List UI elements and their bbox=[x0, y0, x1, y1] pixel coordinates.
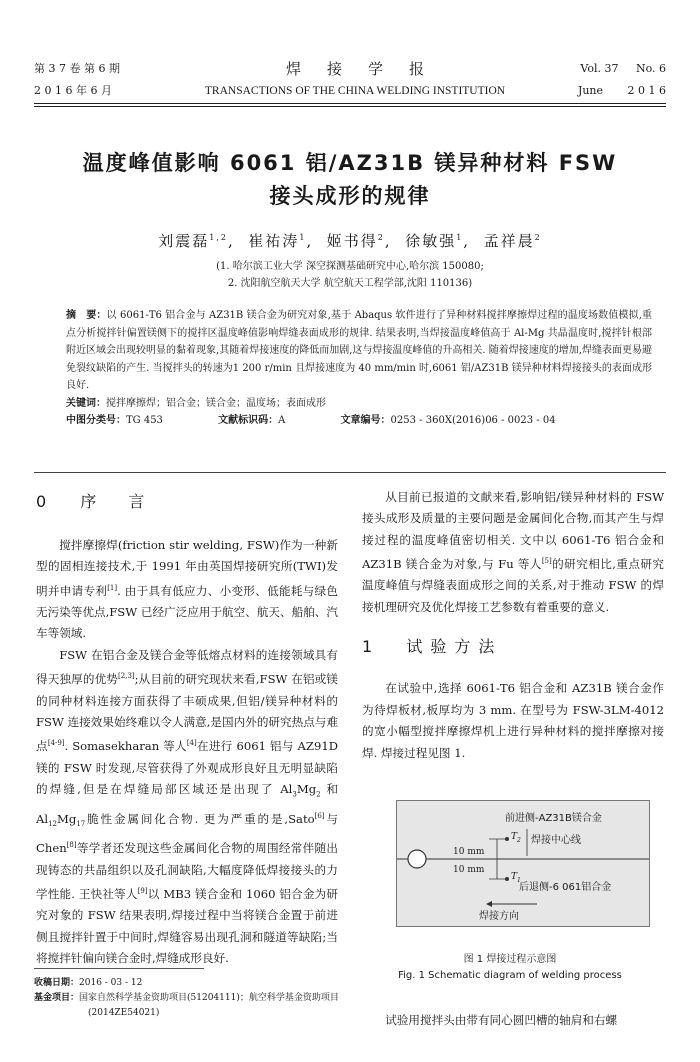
journal-header bbox=[34, 58, 666, 102]
text-run: 和 Al bbox=[36, 782, 339, 826]
figure-1 bbox=[396, 800, 650, 927]
method-paragraph-1: 在试验中,选择 6061-T6 铝合金和 AZ31B 镁合金作为待焊板材,板厚均为 3 mm. 在型号为 FSW-3LM-4012 的宽小幅型搅拌摩擦焊机上进行异种材料的搅拌摩擦对接焊. 焊接过程见图 1. bbox=[362, 681, 664, 760]
citation[interactable]: [4] bbox=[186, 739, 197, 748]
text-run: 等学者还发现这些金属间化合物的周围经常伴随出现铸态的共晶组织以及孔洞缺陷,大幅度降低焊接接头的力学性能. 王快社等人 bbox=[36, 841, 338, 901]
dimension-label-1: 10 mm bbox=[453, 847, 485, 857]
t1-subscript: 1 bbox=[517, 876, 521, 884]
abstract bbox=[66, 307, 652, 395]
abstract-text: 以 6061-T6 铝合金与 AZ31B 镁合金为研究对象,基于 Abaqus 软件进行了异种材料搅拌摩擦焊过程的温度场数值模拟,重点分析搅拌针偏置镁侧下的搅拌区温度峰值影响焊缝表面成形的规律. 结果表明,当焊接温度峰值高于 Al-Mg 共晶温度时,搅拌针根部附近区域会出现较明显的黏着现象,其随着焊接速度的降低而加剧,这与焊接温度峰值的升高相关. 随着焊接速度的增加,焊缝表面更易避免裂纹缺陷的产生. 当搅拌头的转速为1 200 r/min 且焊接速度为 40 mm/min 时,6061 铝/AZ31B 镁异种材料焊接接头的表面成形良好. bbox=[66, 310, 653, 391]
method-paragraph-2: 试验用搅拌头由带有同心圆凹槽的轴肩和右螺 bbox=[385, 1013, 618, 1027]
author-affil-mark: 1 bbox=[456, 233, 464, 242]
text-run: . Somasekharan 等人 bbox=[64, 739, 187, 754]
figure-caption-en: Fig. 1 Schematic diagram of welding process bbox=[398, 970, 622, 981]
author-name: 姬书得 bbox=[326, 232, 378, 250]
affiliation-2: 2. 沈阳航空航天大学 航空航天工程学部,沈阳 110136) bbox=[227, 278, 473, 289]
text-run: 脆性金属间化合物. 更为严重的是,Sato bbox=[85, 811, 315, 826]
header-left bbox=[34, 58, 120, 102]
author-affil-mark: 2 bbox=[377, 233, 385, 242]
right-column bbox=[362, 487, 664, 764]
abstract-block bbox=[66, 307, 652, 430]
keywords bbox=[66, 395, 652, 413]
funding bbox=[34, 991, 344, 1021]
label-retreating-side: 后退侧-6 061铝合金 bbox=[519, 882, 612, 893]
doc-code bbox=[218, 415, 311, 426]
received-value: 2016 - 03 - 12 bbox=[79, 978, 143, 988]
abstract-rule bbox=[34, 472, 666, 473]
citation[interactable]: [8] bbox=[66, 841, 77, 850]
author-5 bbox=[484, 232, 542, 250]
citation[interactable]: [1] bbox=[107, 583, 118, 592]
author-1 bbox=[158, 232, 228, 250]
author-affil-mark: 2 bbox=[534, 233, 542, 242]
citation[interactable]: [9] bbox=[137, 887, 148, 896]
author-3 bbox=[327, 232, 385, 250]
affiliation-1: (1. 哈尔滨工业大学 深空探测基础研究中心,哈尔滨 150080; bbox=[216, 261, 484, 272]
citation[interactable]: [4-9] bbox=[47, 739, 65, 748]
measure-point-t1 bbox=[505, 877, 509, 881]
article-number-value: 0253 - 360X(2016)06 - 0023 - 04 bbox=[390, 415, 556, 426]
subscript: 17 bbox=[76, 819, 86, 828]
title-line-2: 接头成形的规律 bbox=[269, 184, 431, 208]
subscript: 2 bbox=[316, 790, 321, 799]
section-0-heading bbox=[36, 487, 338, 517]
article-number bbox=[341, 415, 582, 426]
author-2 bbox=[248, 232, 306, 250]
citation[interactable]: [6] bbox=[314, 811, 325, 820]
author-name: 徐敏强 bbox=[405, 232, 457, 250]
header-rule-top bbox=[34, 103, 666, 104]
tool-shoulder bbox=[408, 850, 426, 868]
citation[interactable]: [5] bbox=[541, 557, 552, 566]
right-column-continuation bbox=[362, 1010, 664, 1031]
t1-symbol: T bbox=[511, 872, 518, 882]
left-column bbox=[36, 487, 338, 970]
clc-value: TG 453 bbox=[126, 415, 163, 426]
subscript: 3 bbox=[292, 790, 297, 799]
volume-cn: 第 3 7 卷 第 6 期 bbox=[34, 62, 120, 75]
footnote-rule bbox=[34, 968, 204, 969]
journal-name-en: TRANSACTIONS OF THE CHINA WELDING INSTITUTION bbox=[204, 85, 506, 97]
clc bbox=[66, 415, 189, 426]
header-center bbox=[174, 58, 536, 102]
keywords-label: 关键词： bbox=[66, 397, 106, 409]
article-number-label: 文章编号： bbox=[340, 415, 391, 426]
doc-code-label: 文献标识码： bbox=[218, 415, 279, 426]
text-run: Mg bbox=[57, 811, 77, 826]
intro-paragraph-2 bbox=[36, 645, 338, 970]
date-cn: 2 0 1 6 年 6 月 bbox=[34, 84, 112, 97]
figure-caption-cn: 图 1 焊接过程示意图 bbox=[463, 954, 557, 965]
abstract-label: 摘 要： bbox=[66, 310, 107, 321]
text-run: 的研究相比,重点研究温度峰值与焊缝表面成形之间的关系,对于推动 FSW 的焊接机理研究及优化焊接工艺参数有着重要的意义. bbox=[362, 557, 664, 614]
text-run: 与 Chen bbox=[36, 811, 338, 856]
author-name: 刘震磊 bbox=[158, 232, 210, 250]
section-number: 1 bbox=[362, 637, 381, 657]
received-label: 收稿日期： bbox=[34, 978, 80, 988]
citation[interactable]: [2,3] bbox=[118, 672, 135, 681]
section-title: 试验方法 bbox=[406, 637, 503, 657]
author-list: 刘震磊$^{1,2}$, 崔祐涛$^1$, 姬书得$^2$, 徐敏强$^1$, 孟祥晨$^2$ bbox=[158, 232, 542, 250]
classification-row bbox=[66, 412, 652, 430]
journal-name-cn: 焊接学报 bbox=[285, 60, 450, 78]
section-number: 0 bbox=[36, 492, 55, 511]
text-run: ;从目前的研究现状来看,FSW 在铝或镁的同种材料连接方面获得了丰硕成果,但铝/镁异种材料的 FSW 连接效果始终难以令人满意,是国内外的研究热点与难点 bbox=[36, 672, 338, 754]
title-line-1: 温度峰值影响 6061 铝/AZ31B 镁异种材料 FSW bbox=[82, 151, 618, 175]
paper-title bbox=[40, 147, 660, 213]
text-run: FSW 在铝合金及镁合金等低熔点材料的连接领域具有得天独厚的优势 bbox=[36, 647, 338, 687]
intro-paragraph-1 bbox=[36, 535, 338, 645]
author-name: 崔祐涛 bbox=[248, 232, 300, 250]
text-run: Mg bbox=[296, 782, 317, 797]
t2-subscript: 2 bbox=[517, 836, 521, 844]
text-run: 在进行 6061 铝与 AZ91D 镁的 FSW 时发现,尽管获得了外观成形良好且无明显缺陷的焊缝,但是在焊缝局部区域还是出现了 Al bbox=[36, 739, 338, 797]
received-date bbox=[34, 976, 344, 991]
measure-point-t2 bbox=[505, 837, 509, 841]
text-run: 以 MB3 镁合金和 1060 铝合金为研究对象的 FSW 结果表明,焊接过程中当将镁合金置于前进侧且搅拌针置于中间时,焊缝容易出现孔洞和隧道等缺陷;当将搅拌针偏向镁合金时,焊缝成形良好. bbox=[36, 886, 338, 966]
section-1-heading bbox=[362, 632, 664, 662]
author-affil-mark: 1,2 bbox=[209, 233, 229, 242]
funding-label: 基金项目： bbox=[34, 993, 80, 1003]
dimension-label-2: 10 mm bbox=[453, 865, 485, 875]
author-4 bbox=[405, 232, 463, 250]
label-advancing-side: 前进侧-AZ31B镁合金 bbox=[505, 813, 602, 824]
clc-label: 中图分类号： bbox=[66, 415, 126, 426]
label-weld-center: 焊接中心线 bbox=[531, 835, 581, 846]
section-title: 序 言 bbox=[80, 492, 153, 511]
footnote bbox=[34, 976, 344, 1021]
keywords-text: 搅拌摩擦焊；铝合金；镁合金；温度场；表面成形 bbox=[106, 397, 326, 409]
text-run: . 由于具有低应力、小变形、低能耗与绿色无污染等优点,FSW 已经广泛应用于航空、航天、船舶、汽车等领域. bbox=[36, 583, 338, 641]
header-rule-bottom bbox=[34, 106, 666, 107]
doc-code-value: A bbox=[278, 415, 286, 426]
header-right bbox=[578, 58, 666, 102]
volume-en: Vol. 37 No. 6 bbox=[580, 62, 666, 75]
author-affil-mark: 1 bbox=[299, 233, 307, 242]
label-t2 bbox=[511, 832, 521, 844]
t2-symbol: T bbox=[511, 832, 518, 842]
subscript: 12 bbox=[48, 819, 58, 828]
text-run: 从目前已报道的文献来看,影响铝/镁异种材料的 FSW 接头成形及质量的主要问题是金属间化合物,而其产生与焊接过程的温度峰值密切相关. 文中以 6061-T6 铝合金和 AZ31B 镁合金为对象,与 Fu 等人 bbox=[362, 490, 664, 572]
intro-paragraph-3 bbox=[362, 487, 664, 618]
text-run: 搅拌摩擦焊(friction stir welding, FSW)作为一种新型的固相连接技术,于 1991 年由英国焊接研究所(TWI)发明并申请专利 bbox=[36, 538, 338, 598]
label-direction: 焊接方向 bbox=[479, 911, 519, 922]
date-en: June 2 0 1 6 bbox=[577, 84, 666, 97]
funding-value: 国家自然科学基金资助项目(51204111)；航空科学基金资助项目(2014ZE54021) bbox=[79, 993, 339, 1018]
author-name: 孟祥晨 bbox=[483, 232, 535, 250]
